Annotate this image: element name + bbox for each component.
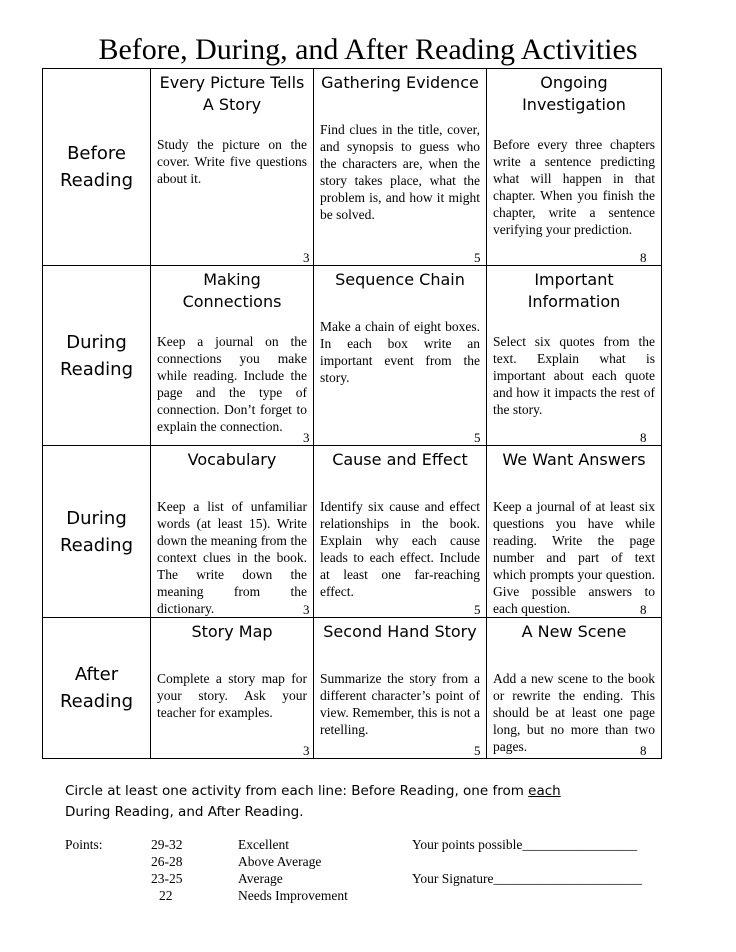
grid-row bbox=[43, 266, 662, 446]
activity-title-line: Every Picture Tells bbox=[159, 73, 305, 92]
activity-title-line: A New Scene bbox=[521, 622, 627, 641]
activity-title bbox=[151, 446, 313, 471]
activity-points: 8 bbox=[640, 250, 647, 265]
scale-range: 29-32 bbox=[151, 837, 183, 852]
scale-rating: Needs Improvement bbox=[238, 888, 348, 903]
activity-cell[interactable] bbox=[487, 69, 662, 266]
activity-title-line: Information bbox=[527, 292, 621, 311]
activity-cell[interactable] bbox=[487, 446, 662, 618]
activity-cell[interactable] bbox=[151, 69, 314, 266]
row-label bbox=[43, 618, 151, 759]
activity-title-line: Cause and Effect bbox=[332, 450, 468, 469]
row-label-line: Reading bbox=[59, 358, 134, 380]
activity-points: 5 bbox=[474, 430, 481, 445]
activity-title bbox=[151, 69, 313, 116]
activity-title-line: Connections bbox=[182, 292, 282, 311]
activity-points: 3 bbox=[303, 250, 310, 265]
activity-title bbox=[487, 618, 661, 643]
scale-range: 23-25 bbox=[151, 871, 183, 886]
activity-title-line: Sequence Chain bbox=[335, 270, 465, 289]
activity-description: Identify six cause and effect relationships in the book. Explain why each cause leads to each effect. Include at least one far-reaching effect. bbox=[320, 499, 480, 599]
grid-row bbox=[43, 69, 662, 266]
activity-title-line: We Want Answers bbox=[502, 450, 646, 469]
activity-grid bbox=[42, 68, 662, 759]
activity-description: Select six quotes from the text. Explain what is important about each quote and how it impacts the rest of the story. bbox=[493, 334, 655, 417]
activity-title bbox=[314, 69, 486, 94]
activity-title bbox=[487, 69, 661, 116]
activity-title-line: Vocabulary bbox=[187, 450, 277, 469]
row-label-line: Reading bbox=[59, 534, 134, 556]
activity-cell[interactable] bbox=[151, 618, 314, 759]
scale-range: 26-28 bbox=[151, 854, 183, 869]
activity-points: 5 bbox=[474, 743, 481, 758]
activity-points: 8 bbox=[640, 602, 647, 617]
points-label: Points: bbox=[65, 837, 103, 852]
activity-points: 3 bbox=[303, 430, 310, 445]
scale-rating: Above Average bbox=[238, 854, 322, 869]
activity-cell[interactable] bbox=[314, 266, 487, 446]
activity-title-line: Investigation bbox=[522, 95, 626, 114]
activity-cell[interactable] bbox=[314, 69, 487, 266]
activity-cell[interactable] bbox=[151, 266, 314, 446]
activity-points: 5 bbox=[474, 602, 481, 617]
activity-points: 5 bbox=[474, 250, 481, 265]
row-label-line: Before bbox=[67, 143, 126, 164]
activity-title bbox=[151, 266, 313, 313]
activity-title bbox=[487, 446, 661, 471]
instructions-emphasis: each bbox=[528, 783, 561, 799]
activity-description: Find clues in the title, cover, and synopsis to guess who the characters are, when the story takes place, what the problem is, and how it might be solved. bbox=[320, 122, 480, 222]
activity-description: Add a new scene to the book or rewrite the ending. This should be at least one page long, but no more than two pages. bbox=[493, 671, 655, 754]
activity-cell[interactable] bbox=[487, 618, 662, 759]
scale-row bbox=[151, 836, 183, 853]
activity-description: Keep a list of unfamiliar words (at least 15). Write down the meaning from the context clues in the book. The write down the meaning from the dictionary. bbox=[157, 499, 307, 616]
activity-cell[interactable] bbox=[487, 266, 662, 446]
activity-title-line: Important bbox=[534, 270, 614, 289]
scale-rating: Average bbox=[238, 871, 283, 886]
grid-row bbox=[43, 618, 662, 759]
activity-points: 8 bbox=[640, 743, 647, 758]
activity-description: Make a chain of eight boxes. In each box write an important event from the story. bbox=[320, 319, 480, 385]
row-label-line: During bbox=[66, 507, 127, 529]
grid-row bbox=[43, 446, 662, 618]
row-label-line: After bbox=[74, 664, 119, 685]
activity-cell[interactable] bbox=[151, 446, 314, 618]
activity-title-line: Story Map bbox=[191, 622, 273, 641]
activity-description: Keep a journal on the connections you make while reading. Include the page and the type of connection. Don’t forget to explain the connection. bbox=[157, 334, 307, 434]
signature-field[interactable]: Your Signature______________________ bbox=[412, 871, 643, 886]
activity-title-line: A Story bbox=[202, 95, 262, 114]
row-label-line: Reading bbox=[59, 691, 134, 712]
activity-title bbox=[314, 266, 486, 291]
activity-cell[interactable] bbox=[314, 618, 487, 759]
activity-title-line: Making bbox=[203, 270, 261, 289]
activity-description: Before every three chapters write a sentence predicting what will happen in that chapter. When you finish the chapter, write a sentence verifying your prediction. bbox=[493, 137, 655, 237]
activity-title-line: Gathering Evidence bbox=[321, 73, 479, 92]
activity-title-line: Second Hand Story bbox=[323, 622, 477, 641]
scale-row bbox=[151, 853, 183, 870]
instructions bbox=[65, 781, 665, 823]
row-label bbox=[43, 69, 151, 266]
page-title: Before, During, and After Reading Activities bbox=[98, 33, 638, 66]
row-label bbox=[43, 266, 151, 446]
activity-points: 8 bbox=[640, 430, 647, 445]
activity-points: 3 bbox=[303, 602, 310, 617]
activity-cell[interactable] bbox=[314, 446, 487, 618]
activity-title bbox=[151, 618, 313, 643]
activity-title-line: Ongoing bbox=[540, 73, 608, 92]
scale-range: 22 bbox=[159, 888, 173, 903]
activity-description: Summarize the story from a different character’s point of view. Remember, this is not a retelling. bbox=[320, 671, 480, 737]
row-label bbox=[43, 446, 151, 618]
row-label-line: During bbox=[66, 331, 127, 353]
scale-row bbox=[151, 870, 183, 887]
activity-description: Keep a journal of at least six questions you have while reading. Write the page number and part of text which prompts your question. Give possible answers to each question. bbox=[493, 499, 655, 616]
points-possible-field[interactable]: Your points possible_________________ bbox=[412, 837, 638, 852]
activity-description: Complete a story map for your story. Ask your teacher for examples. bbox=[157, 671, 307, 720]
activity-description: Study the picture on the cover. Write five questions about it. bbox=[157, 137, 307, 186]
activity-title bbox=[314, 618, 486, 643]
activity-title bbox=[487, 266, 661, 313]
scale-rating: Excellent bbox=[238, 837, 289, 852]
row-label-line: Reading bbox=[59, 170, 134, 191]
activity-points: 3 bbox=[303, 743, 310, 758]
activity-title bbox=[314, 446, 486, 471]
scale-row bbox=[159, 887, 173, 904]
instructions-text: Circle at least one activity from each line: Before Reading, one from bbox=[65, 783, 529, 799]
instructions-text-2: During Reading, and After Reading. bbox=[65, 804, 304, 820]
